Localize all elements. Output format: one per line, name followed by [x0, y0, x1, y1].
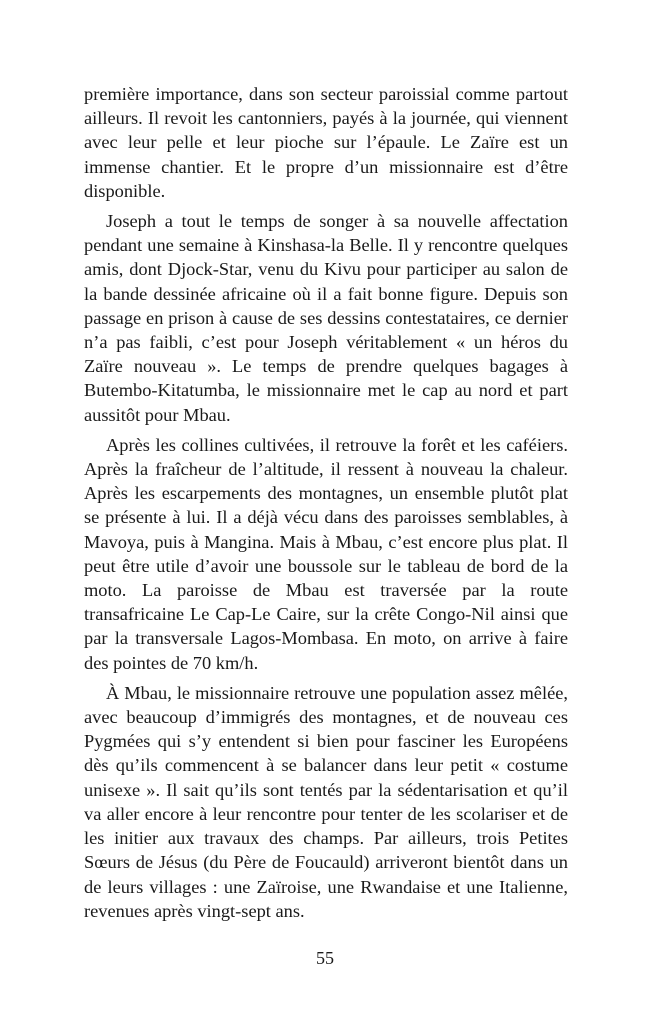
- paragraph: À Mbau, le missionnaire retrouve une population assez mêlée, avec beaucoup d’immigrés des montagnes, et de nouveau ces Pygmées qui s’y entendent si bien pour fasciner les Européens dès qu’ils commencent à se balancer dans leur petit « costume unisexe ». Il sait qu’ils sont tentés par la sédentarisation et qu’il va aller encore à leur rencontre pour tenter de les scolariser et de les initier aux travaux des champs. Par ailleurs, trois Petites Sœurs de Jésus (du Père de Foucauld) arriveront bientôt dans un de leurs villages : une Zaïroise, une Rwandaise et une Italienne, revenues après vingt-sept ans.: [84, 682, 568, 921]
- body-text: [84, 82, 568, 929]
- paragraph: Joseph a tout le temps de songer à sa nouvelle affectation pendant une semaine à Kinshasa-la Belle. Il y rencontre quelques amis, dont Djock-Star, venu du Kivu pour participer au salon de la bande dessinée africaine où il a fait bonne figure. Depuis son passage en prison à cause de ses dessins contestataires, ce dernier n’a pas faibli, c’est pour Joseph véritablement « un héros du Zaïre nouveau ». Le temps de prendre quelques bagages à Butembo-Kitatumba, le missionnaire met le cap au nord et part aussitôt pour Mbau.: [84, 211, 568, 425]
- paragraph: Après les collines cultivées, il retrouve la forêt et les caféiers. Après la fraîcheur de l’altitude, il ressent à nouveau la chaleur. Après les escarpements des montagnes, un ensemble plutôt plat se présente à lui. Il a déjà vécu dans des paroisses semblables, à Mavoya, puis à Mangina. Mais à Mbau, c’est encore plus plat. Il peut être utile d’avoir une boussole sur le tableau de bord de la moto. La paroisse de Mbau est traversée par la route transafricaine Le Cap-Le Caire, sur la crête Congo-Nil ainsi que par la transversale Lagos-Mombasa. En moto, on arrive à faire des pointes de 70 km/h.: [84, 434, 568, 673]
- paragraph: première importance, dans son secteur paroissial comme partout ailleurs. Il revoit les cantonniers, payés à la journée, qui viennent avec leur pelle et leur pioche sur l’épaule. Le Zaïre est un immense chantier. Et le propre d’un missionnaire est d’être disponible.: [84, 84, 568, 201]
- page-number: 55: [316, 948, 334, 968]
